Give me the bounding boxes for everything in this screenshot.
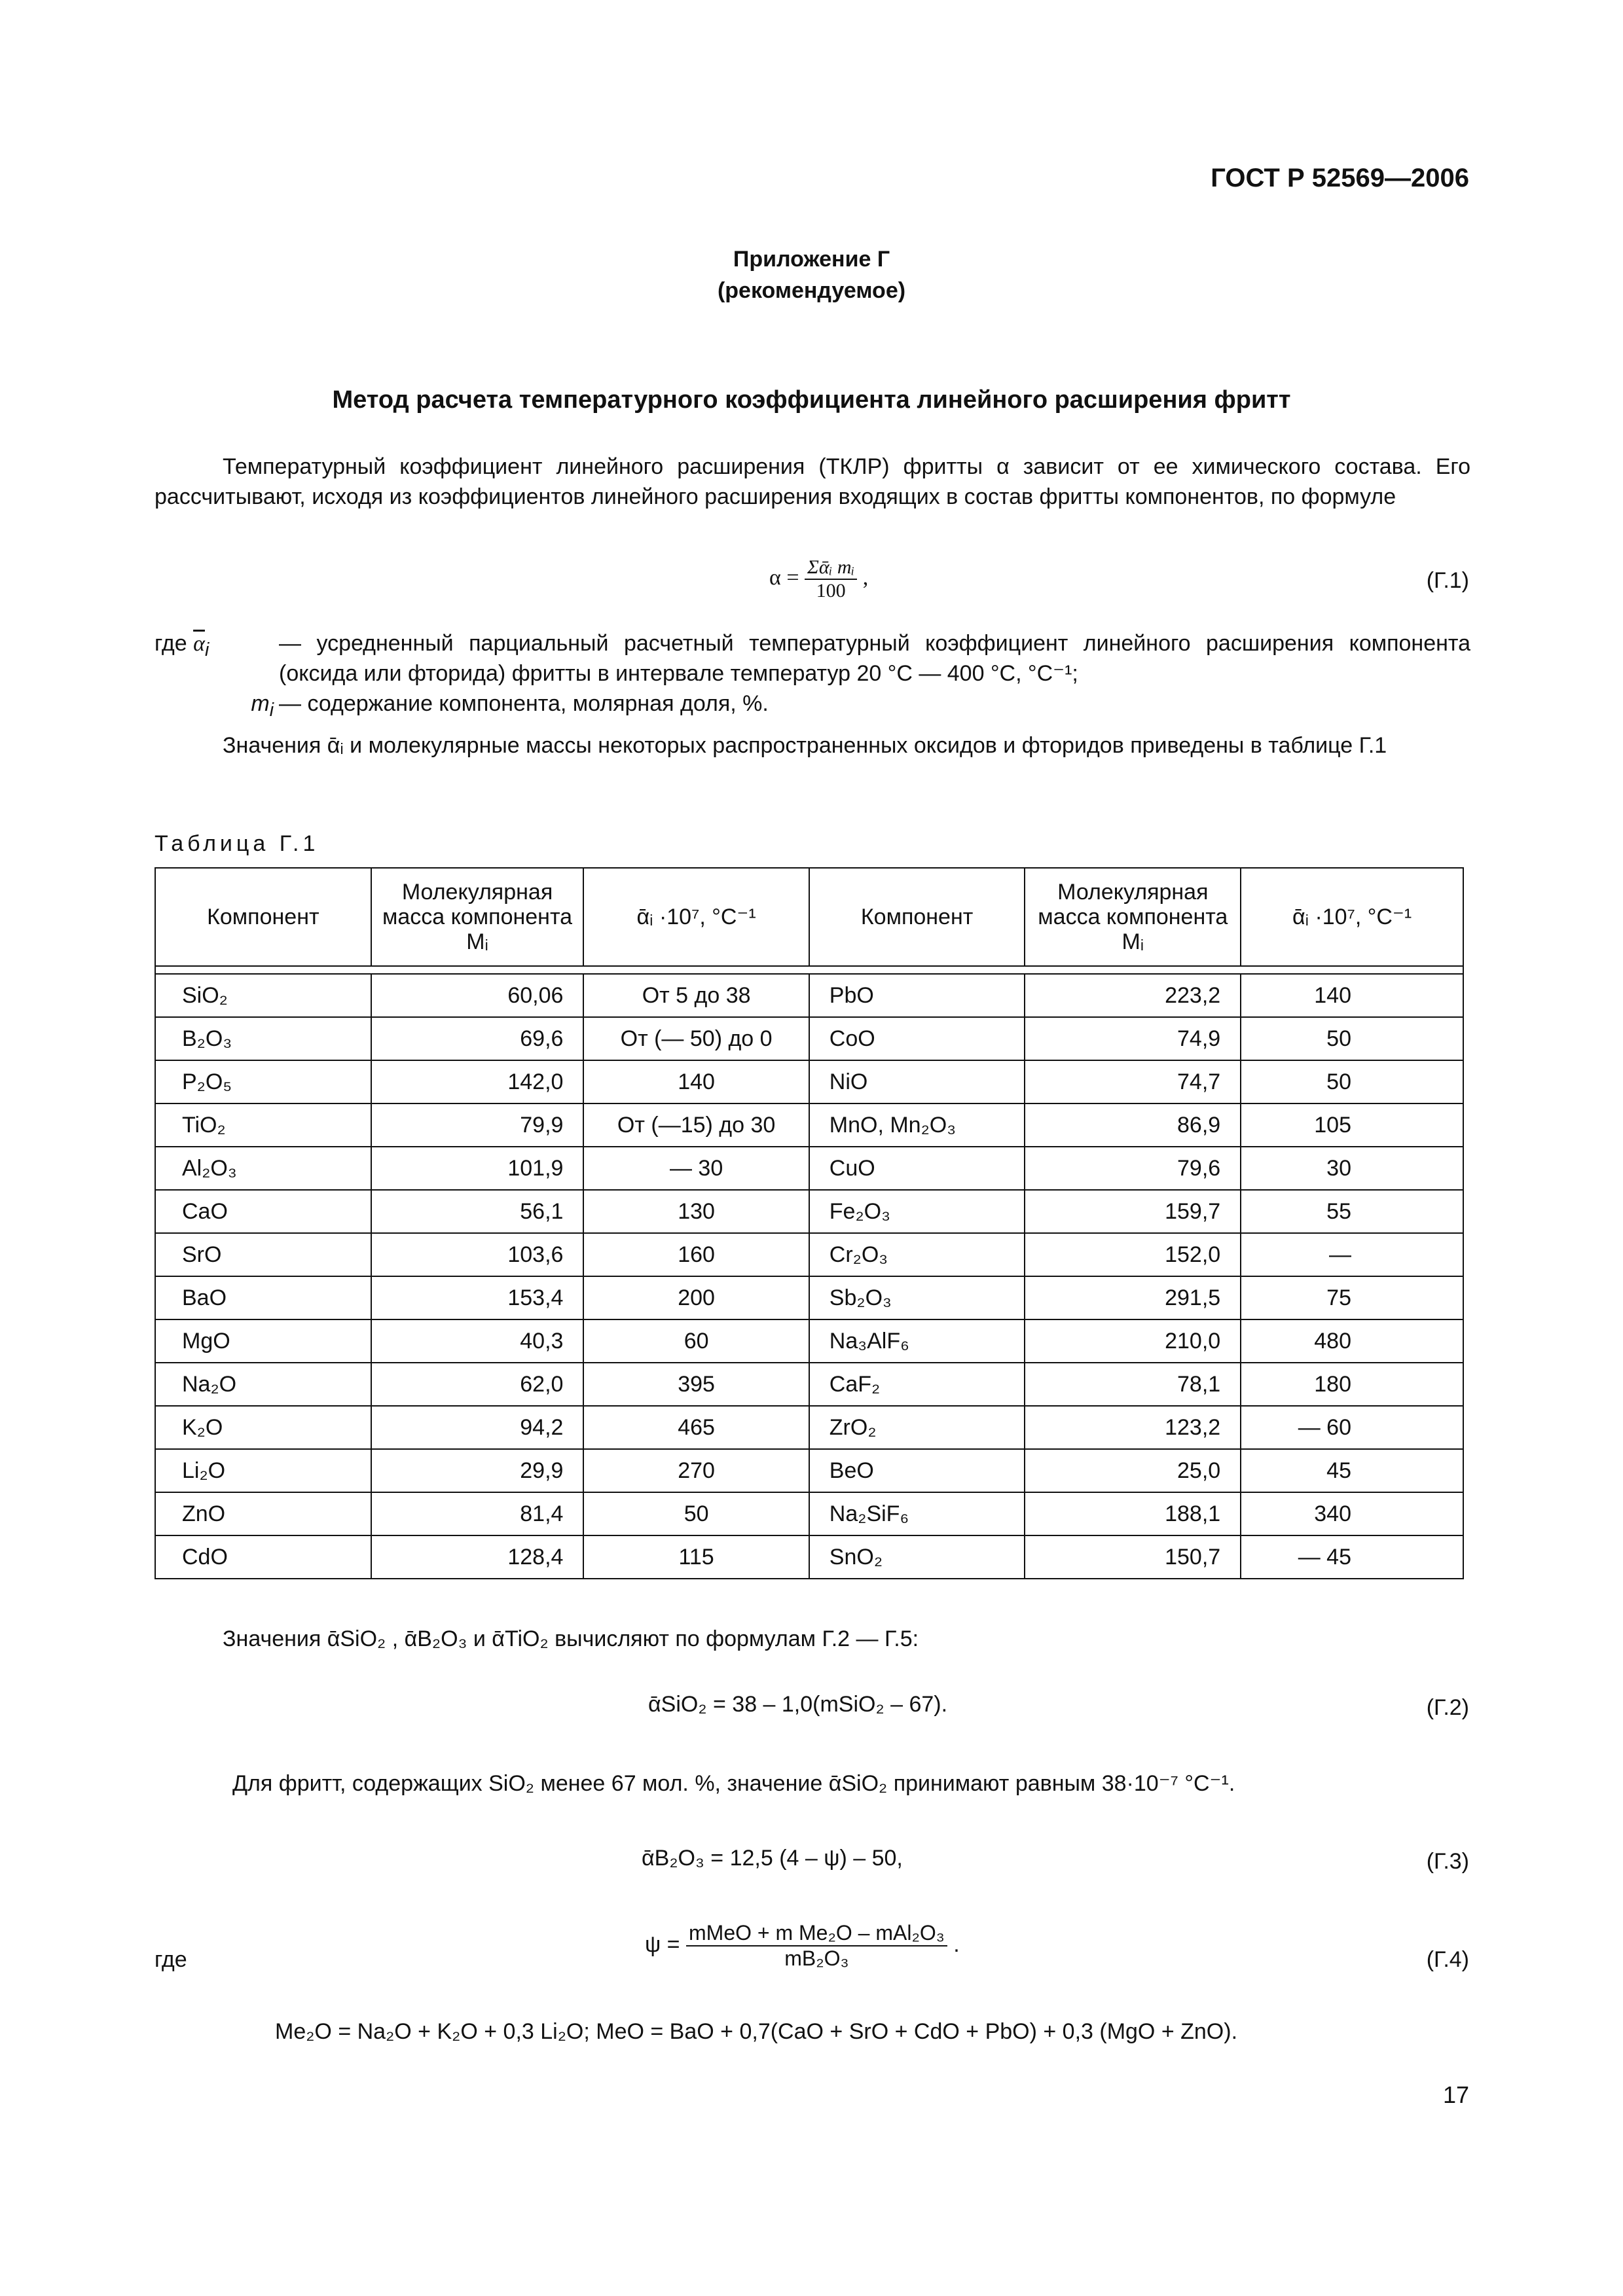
cell: 153,4 — [371, 1276, 584, 1319]
cell: Li₂O — [155, 1449, 371, 1492]
alpha-definition: — усредненный парциальный расчетный температурный коэффициент линейного расширения компонента (оксида или фторида) фритты в интервале температур 20 °C — 400 °C, °C⁻¹; — [279, 631, 1470, 686]
cell: 50 — [1241, 1060, 1463, 1103]
cell: NiO — [809, 1060, 1025, 1103]
cell: 74,9 — [1025, 1017, 1241, 1060]
cell: От (—15) до 30 — [583, 1103, 809, 1147]
para2-text: Значения ᾱᵢ и молекулярные массы некоторых распространенных оксидов и фторидов приведены в таблице Г.1 — [223, 733, 1387, 758]
cell: 128,4 — [371, 1535, 584, 1579]
table-header-row — [155, 868, 1463, 966]
cell: CaF₂ — [809, 1363, 1025, 1406]
cell: SrO — [155, 1233, 371, 1276]
table-row — [155, 1492, 1463, 1535]
formula-g3: ᾱB₂O₃ = 12,5 (4 – ψ) – 50, — [642, 1846, 903, 1871]
formula-g4 — [645, 1921, 960, 1971]
cell: CuO — [809, 1147, 1025, 1190]
table-row — [155, 1017, 1463, 1060]
cell: 340 — [1241, 1492, 1463, 1535]
cell: 45 — [1241, 1449, 1463, 1492]
cell: — — [1241, 1233, 1463, 1276]
table-row — [155, 974, 1463, 1017]
alpha-subscript: i — [204, 639, 210, 660]
m-definition: — содержание компонента, молярная доля, %. — [279, 691, 769, 716]
cell: BaO — [155, 1276, 371, 1319]
appendix-label: Приложение Г — [733, 247, 890, 272]
cell: 94,2 — [371, 1406, 584, 1449]
cell: 86,9 — [1025, 1103, 1241, 1147]
table-row — [155, 1406, 1463, 1449]
standard-number: ГОСТ Р 52569—2006 — [1211, 164, 1469, 192]
col-header-component-2: Компонент — [809, 868, 1025, 966]
table-row — [155, 1103, 1463, 1147]
cell: 130 — [583, 1190, 809, 1233]
cell: CoO — [809, 1017, 1025, 1060]
col-header-component: Компонент — [155, 868, 371, 966]
cell: 465 — [583, 1406, 809, 1449]
cell: 140 — [1241, 974, 1463, 1017]
section-title: Метод расчета температурного коэффициента линейного расширения фритт — [332, 386, 1291, 414]
cell: 29,9 — [371, 1449, 584, 1492]
cell: Fe₂O₃ — [809, 1190, 1025, 1233]
definition-m — [155, 689, 1470, 725]
cell: 159,7 — [1025, 1190, 1241, 1233]
cell: 60,06 — [371, 974, 584, 1017]
cell: 115 — [583, 1535, 809, 1579]
cell: Sb₂O₃ — [809, 1276, 1025, 1319]
formula-g2-ref: (Г.2) — [1426, 1695, 1469, 1720]
cell: 50 — [583, 1492, 809, 1535]
cell: 210,0 — [1025, 1319, 1241, 1363]
cell: От (— 50) до 0 — [583, 1017, 809, 1060]
col-header-alpha-2: ᾱᵢ ·10⁷, °C⁻¹ — [1241, 868, 1463, 966]
cell: 200 — [583, 1276, 809, 1319]
where-label-2: где — [155, 1947, 187, 1972]
cell: 74,7 — [1025, 1060, 1241, 1103]
cell: 105 — [1241, 1103, 1463, 1147]
cell: 188,1 — [1025, 1492, 1241, 1535]
appendix-heading — [0, 243, 1623, 306]
table-row — [155, 1190, 1463, 1233]
header-separator — [155, 966, 1463, 974]
components-table — [155, 867, 1464, 1579]
cell: 150,7 — [1025, 1535, 1241, 1579]
cell: B₂O₃ — [155, 1017, 371, 1060]
table-row — [155, 1319, 1463, 1363]
cell: TiO₂ — [155, 1103, 371, 1147]
formula-g1-fraction — [805, 556, 857, 602]
cell: 152,0 — [1025, 1233, 1241, 1276]
formula-g4-numerator: mMeO + m Me₂O – mAl₂O₃ — [686, 1921, 947, 1946]
table-caption: Таблица Г.1 — [155, 831, 319, 856]
cell: P₂O₅ — [155, 1060, 371, 1103]
cell: 79,9 — [371, 1103, 584, 1147]
cell: 50 — [1241, 1017, 1463, 1060]
cell: 480 — [1241, 1319, 1463, 1363]
formula-g4-tail: . — [953, 1931, 960, 1957]
cell: Na₂SiF₆ — [809, 1492, 1025, 1535]
cell: 55 — [1241, 1190, 1463, 1233]
cell: MnO, Mn₂O₃ — [809, 1103, 1025, 1147]
cell: 56,1 — [371, 1190, 584, 1233]
definition-alpha — [155, 628, 1470, 689]
table-row — [155, 1535, 1463, 1579]
formula-g4-ref: (Г.4) — [1426, 1947, 1469, 1972]
cell: 395 — [583, 1363, 809, 1406]
formula-g4-denominator: mB₂O₃ — [784, 1946, 849, 1970]
formula-g1-tail: , — [862, 565, 869, 590]
formula-g1-denominator: 100 — [816, 580, 846, 601]
cell: 60 — [583, 1319, 809, 1363]
col-header-mass: Молекулярная масса компонента Mᵢ — [371, 868, 584, 966]
formulas-intro: Значения ᾱSiO₂ , ᾱB₂O₃ и ᾱTiO₂ вычисляют по формулам Г.2 — Г.5: — [223, 1626, 919, 1651]
cell: — 45 — [1241, 1535, 1463, 1579]
table-row — [155, 1276, 1463, 1319]
formula-g1-ref: (Г.1) — [1426, 568, 1469, 593]
intro-paragraph — [155, 452, 1470, 512]
intro-text: Температурный коэффициент линейного расширения (ТКЛР) фритты α зависит от ее химического состава. Его рассчитывают, исходя из коэффициентов линейного расширения входящих в состав фритты компонентов, по формуле — [155, 454, 1470, 509]
cell: SiO₂ — [155, 974, 371, 1017]
cell: 62,0 — [371, 1363, 584, 1406]
formula-g2: ᾱSiO₂ = 38 – 1,0(mSiO₂ – 67). — [648, 1692, 948, 1717]
formula-g3-ref: (Г.3) — [1426, 1849, 1469, 1874]
cell: CdO — [155, 1535, 371, 1579]
cell: 180 — [1241, 1363, 1463, 1406]
cell: BeO — [809, 1449, 1025, 1492]
formula-g1-numerator: Σᾱᵢ mᵢ — [805, 556, 857, 580]
formula-g1-lhs: α = — [769, 565, 799, 590]
cell: Na₃AlF₆ — [809, 1319, 1025, 1363]
cell: Al₂O₃ — [155, 1147, 371, 1190]
cell: PbO — [809, 974, 1025, 1017]
cell: 25,0 — [1025, 1449, 1241, 1492]
cell: Cr₂O₃ — [809, 1233, 1025, 1276]
cell: 69,6 — [371, 1017, 584, 1060]
table-row — [155, 1449, 1463, 1492]
col-header-mass-2: Молекулярная масса компонента Mᵢ — [1025, 868, 1241, 966]
cell: 78,1 — [1025, 1363, 1241, 1406]
cell: — 60 — [1241, 1406, 1463, 1449]
cell: 81,4 — [371, 1492, 584, 1535]
alpha-symbol: $\overline{\alpha}$ — [193, 632, 205, 656]
cell: 123,2 — [1025, 1406, 1241, 1449]
col-header-alpha: ᾱᵢ ·10⁷, °C⁻¹ — [583, 868, 809, 966]
cell: ZrO₂ — [809, 1406, 1025, 1449]
cell: SnO₂ — [809, 1535, 1025, 1579]
cell: 160 — [583, 1233, 809, 1276]
table-row — [155, 1363, 1463, 1406]
cell: MgO — [155, 1319, 371, 1363]
cell: CaO — [155, 1190, 371, 1233]
formula-g4-fraction — [686, 1921, 947, 1971]
where-label: где — [155, 631, 187, 656]
cell: 270 — [583, 1449, 809, 1492]
cell: 103,6 — [371, 1233, 584, 1276]
cell: — 30 — [583, 1147, 809, 1190]
m-symbol: m — [251, 691, 270, 716]
cell: Na₂O — [155, 1363, 371, 1406]
appendix-status: (рекомендуемое) — [717, 278, 906, 303]
formula-g4-lhs: ψ = — [645, 1931, 680, 1957]
table-reference-paragraph — [155, 726, 1470, 764]
sio2-note: Для фритт, содержащих SiO₂ менее 67 мол. %, значение ᾱSiO₂ принимают равным 38·10⁻⁷ °C⁻¹. — [232, 1771, 1235, 1796]
cell: 79,6 — [1025, 1147, 1241, 1190]
cell: 40,3 — [371, 1319, 584, 1363]
cell: 223,2 — [1025, 974, 1241, 1017]
formula-g5: Me₂O = Na₂O + K₂O + 0,3 Li₂O; MeO = BaO + 0,7(CaO + SrO + CdO + PbO) + 0,3 (MgO + ZnO). — [275, 2019, 1238, 2044]
m-subscript: i — [269, 699, 274, 721]
formula-g1 — [769, 556, 868, 602]
cell: K₂O — [155, 1406, 371, 1449]
cell: ZnO — [155, 1492, 371, 1535]
cell: 291,5 — [1025, 1276, 1241, 1319]
table-row — [155, 1060, 1463, 1103]
definitions — [155, 628, 1470, 725]
page-number: 17 — [1442, 2081, 1469, 2108]
cell: 140 — [583, 1060, 809, 1103]
table-row — [155, 1233, 1463, 1276]
cell: От 5 до 38 — [583, 974, 809, 1017]
cell: 75 — [1241, 1276, 1463, 1319]
cell: 30 — [1241, 1147, 1463, 1190]
cell: 101,9 — [371, 1147, 584, 1190]
cell: 142,0 — [371, 1060, 584, 1103]
table-row — [155, 1147, 1463, 1190]
